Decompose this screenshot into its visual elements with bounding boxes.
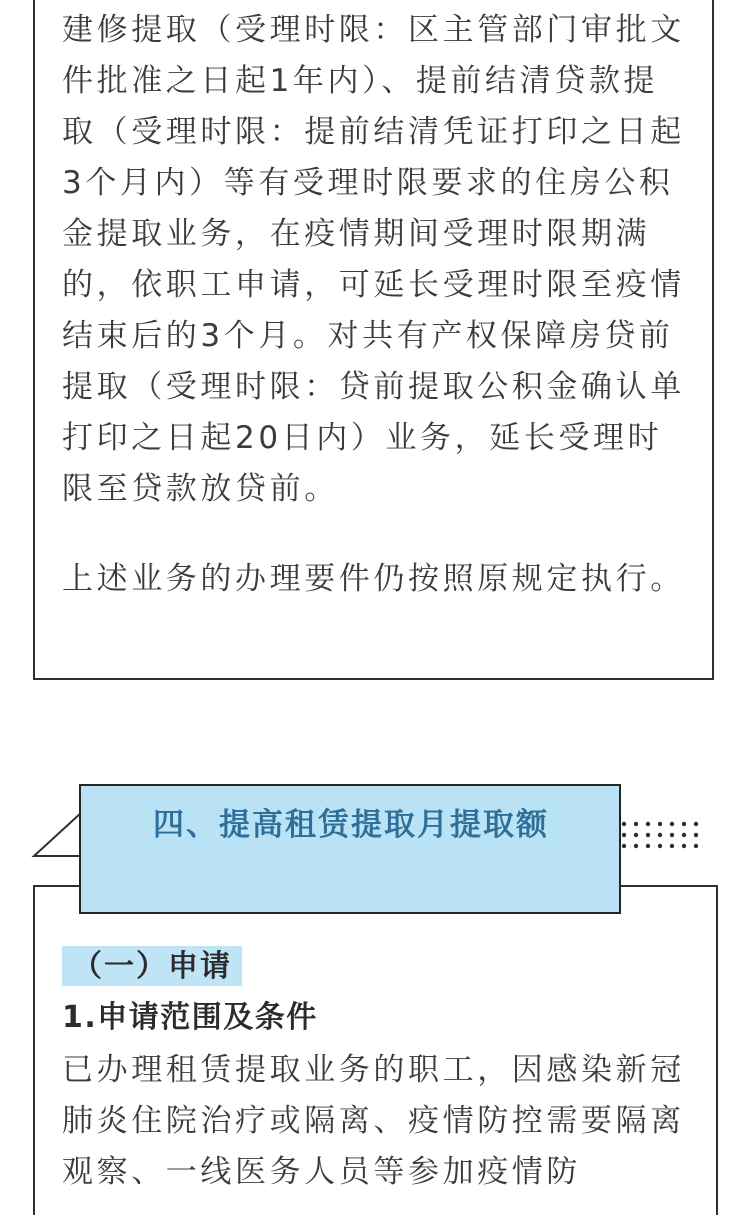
section-title-banner bbox=[79, 784, 621, 914]
decorative-dots-icon bbox=[620, 818, 702, 852]
subsection-heading: （一）申请 bbox=[72, 949, 232, 984]
item-paragraph: 已办理租赁提取业务的职工，因感染新冠肺炎住院治疗或隔离、疫情防控需要隔离观察、一线医务人员等参加疫情防 bbox=[62, 1052, 685, 1190]
section-title: 四、提高租赁提取月提取额 bbox=[153, 807, 549, 843]
item-title: 1.申请范围及条件 bbox=[62, 1000, 318, 1035]
previous-section-paragraph-2: 上述业务的办理要件仍按照原规定执行。 bbox=[62, 561, 685, 597]
previous-section-paragraph-1: 建修提取（受理时限：区主管部门审批文件批准之日起1年内）、提前结清贷款提取（受理时限：提前结清凭证打印之日起3个月内）等有受理时限要求的住房公积金提取业务，在疫情期间受理时限期满的，依职工申请，可延长受理时限至疫情结束后的3个月。对共有产权保障房贷前提取（受理时限：贷前提取公积金确认单打印之日起20日内）业务，延长受理时限至贷款放贷前。 bbox=[62, 12, 685, 507]
